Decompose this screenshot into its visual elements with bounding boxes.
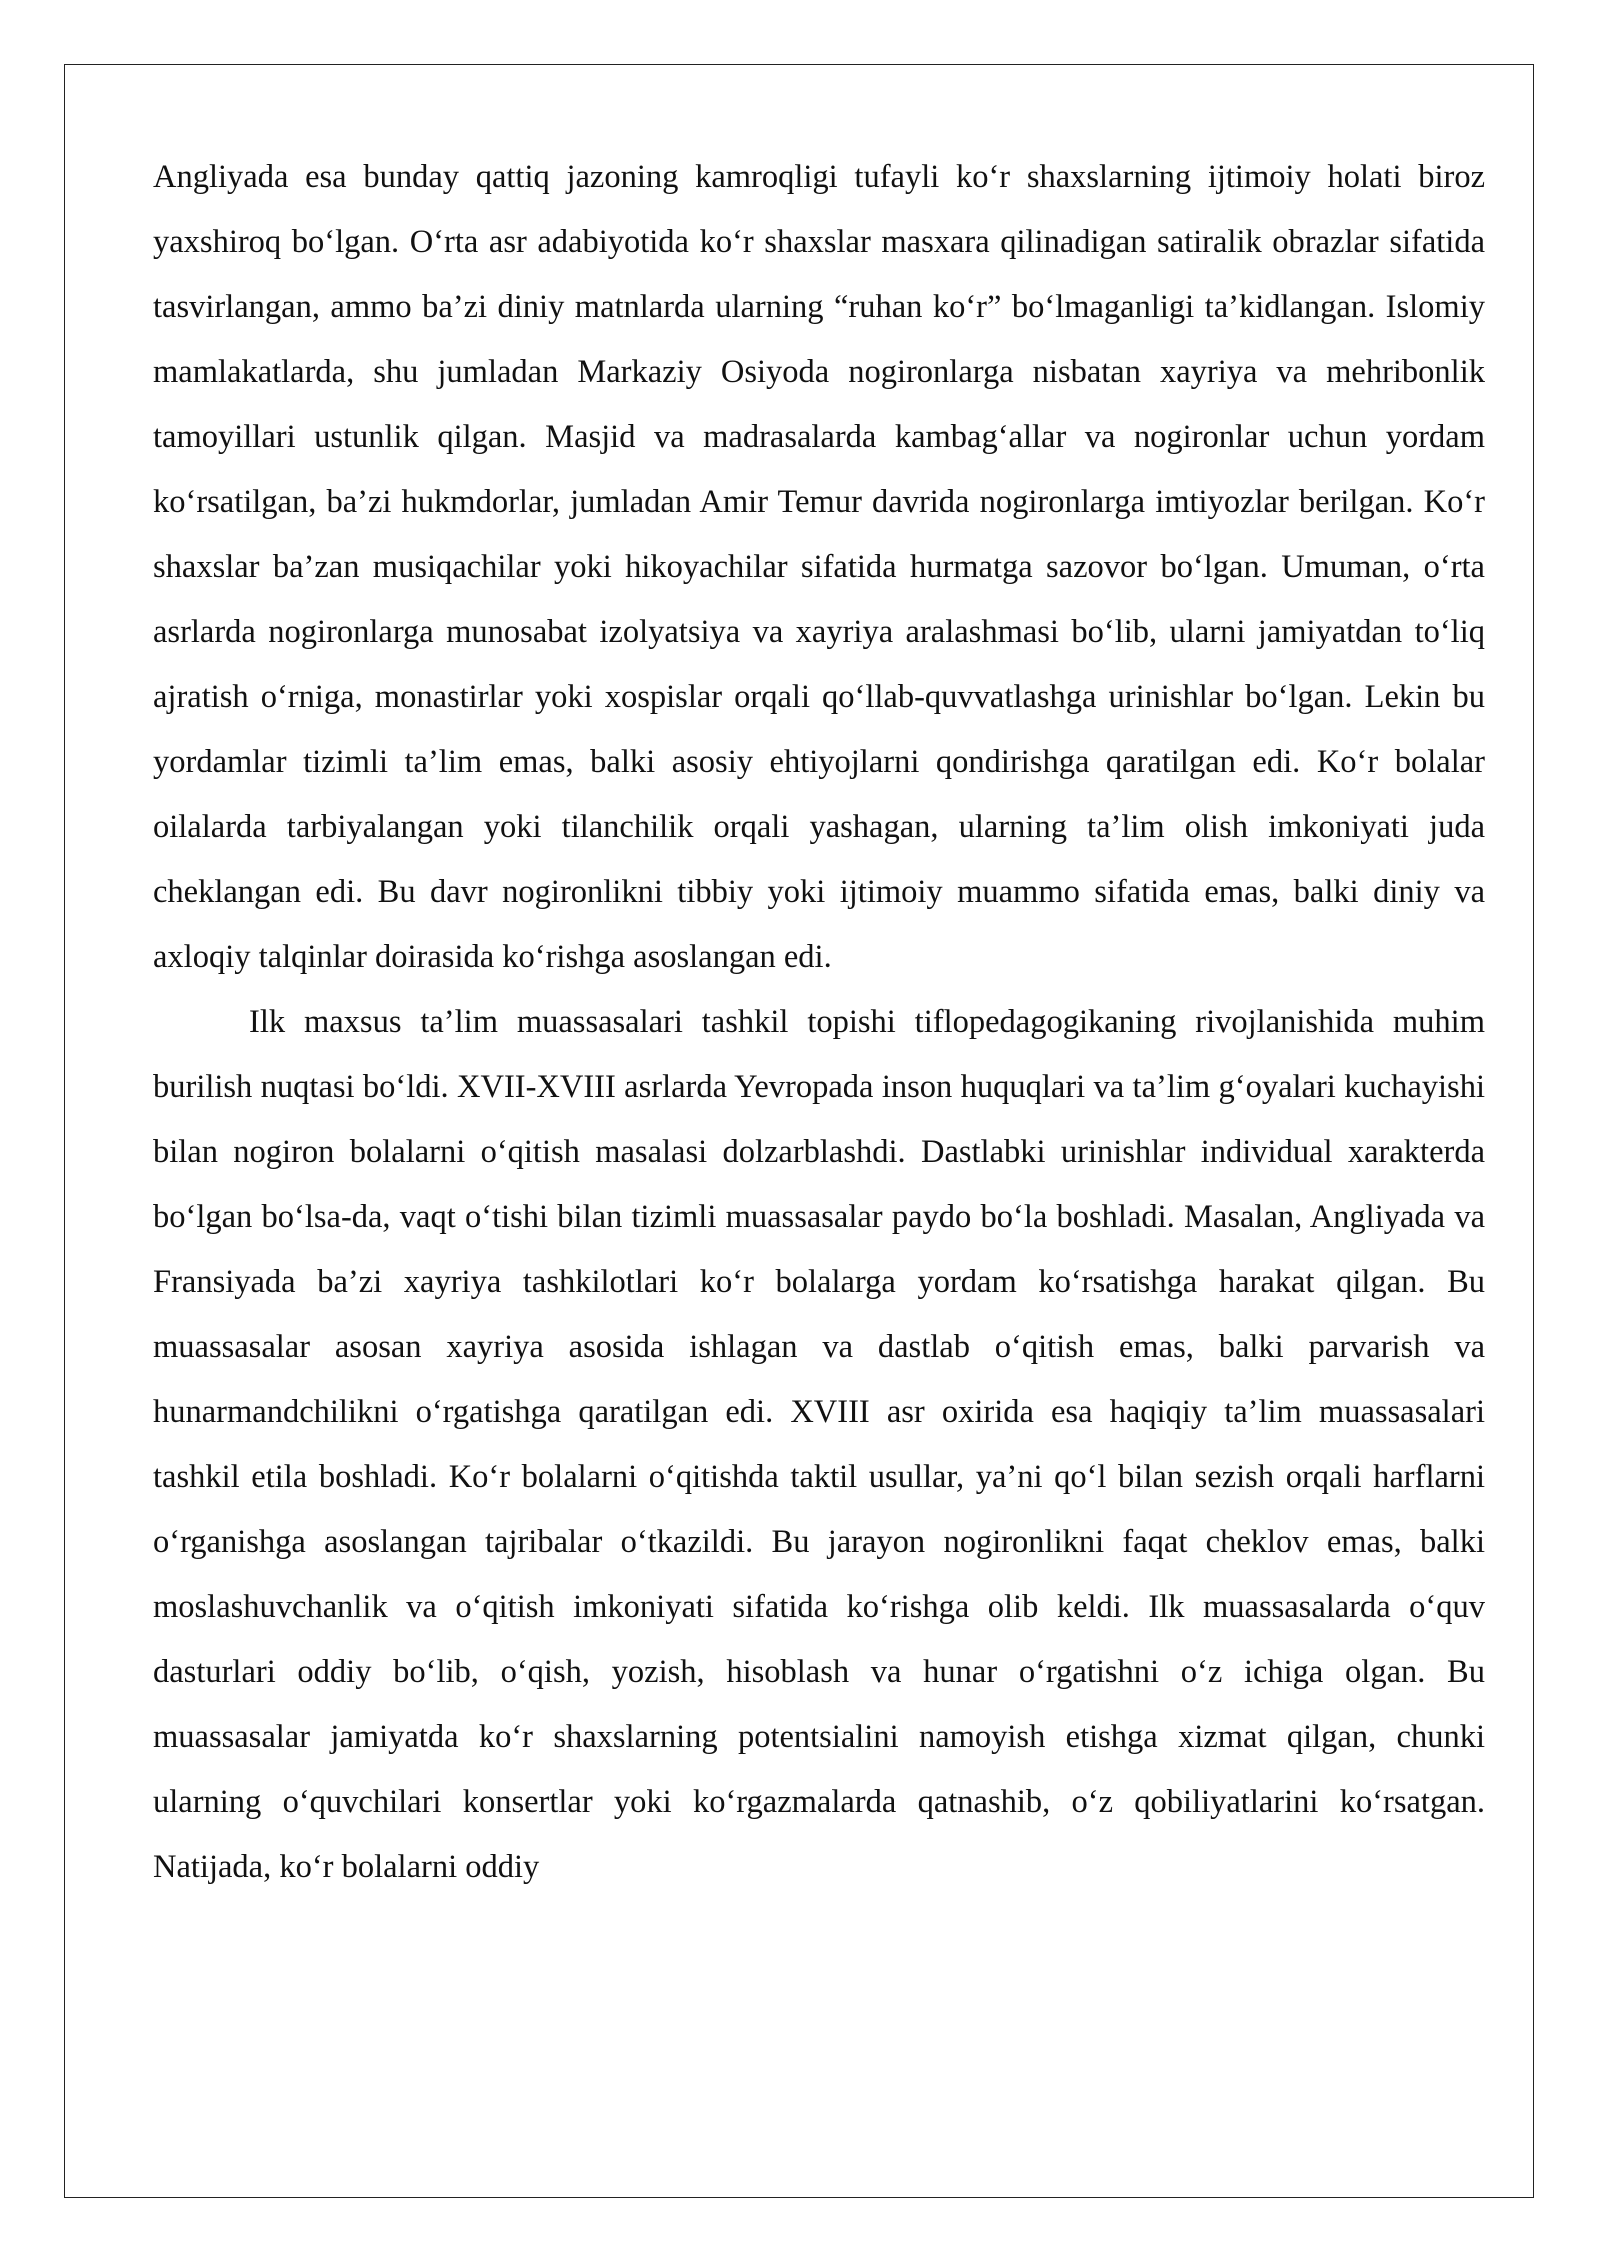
document-body xyxy=(153,145,1485,1900)
paragraph-1: Angliyada esa bunday qattiq jazoning kamroqligi tufayli ko‘r shaxslarning ijtimoiy holati biroz yaxshiroq bo‘lgan. O‘rta asr adabiyotida ko‘r shaxslar masxara qilinadigan satiralik obrazlar sifatida tasvirlangan, ammo ba’zi diniy matnlarda ularning “ruhan ko‘r” bo‘lmaganligi ta’kidlangan. Islomiy mamlakatlarda, shu jumladan Markaziy Osiyoda nogironlarga nisbatan xayriya va mehribonlik tamoyillari ustunlik qilgan. Masjid va madrasalarda kambag‘allar va nogironlar uchun yordam ko‘rsatilgan, ba’zi hukmdorlar, jumladan Amir Temur davrida nogironlarga imtiyozlar berilgan. Ko‘r shaxslar ba’zan musiqachilar yoki hikoyachilar sifatida hurmatga sazovor bo‘lgan. Umuman, o‘rta asrlarda nogironlarga munosabat izolyatsiya va xayriya aralashmasi bo‘lib, ularni jamiyatdan to‘liq ajratish o‘rniga, monastirlar yoki xospislar orqali qo‘llab-quvvatlashga urinishlar bo‘lgan. Lekin bu yordamlar tizimli ta’lim emas, balki asosiy ehtiyojlarni qondirishga qaratilgan edi. Ko‘r bolalar oilalarda tarbiyalangan yoki tilanchilik orqali yashagan, ularning ta’lim olish imkoniyati juda cheklangan edi. Bu davr nogironlikni tibbiy yoki ijtimoiy muammo sifatida emas, balki diniy va axloqiy talqinlar doirasida ko‘rishga asoslangan edi. xyxy=(153,159,1485,975)
paragraph-2: Ilk maxsus ta’lim muassasalari tashkil topishi tiflopedagogikaning rivojlanishida muhim burilish nuqtasi bo‘ldi. XVII-XVIII asrlarda Yevropada inson huquqlari va ta’lim g‘oyalari kuchayishi bilan nogiron bolalarni o‘qitish masalasi dolzarblashdi. Dastlabki urinishlar individual xarakterda bo‘lgan bo‘lsa-da, vaqt o‘tishi bilan tizimli muassasalar paydo bo‘la boshladi. Masalan, Angliyada va Fransiyada ba’zi xayriya tashkilotlari ko‘r bolalarga yordam ko‘rsatishga harakat qilgan. Bu muassasalar asosan xayriya asosida ishlagan va dastlab o‘qitish emas, balki parvarish va hunarmandchilikni o‘rgatishga qaratilgan edi. XVIII asr oxirida esa haqiqiy ta’lim muassasalari tashkil etila boshladi. Ko‘r bolalarni o‘qitishda taktil usullar, ya’ni qo‘l bilan sezish orqali harflarni o‘rganishga asoslangan tajribalar o‘tkazildi. Bu jarayon nogironlikni faqat cheklov emas, balki moslashuvchanlik va o‘qitish imkoniyati sifatida ko‘rishga olib keldi. Ilk muassasalarda o‘quv dasturlari oddiy bo‘lib, o‘qish, yozish, hisoblash va hunar o‘rgatishni o‘z ichiga olgan. Bu muassasalar jamiyatda ko‘r shaxslarning potentsialini namoyish etishga xizmat qilgan, chunki ularning o‘quvchilari konsertlar yoki ko‘rgazmalarda qatnashib, o‘z qobiliyatlarini ko‘rsatgan. Natijada, ko‘r bolalarni oddiy xyxy=(153,1004,1485,1885)
